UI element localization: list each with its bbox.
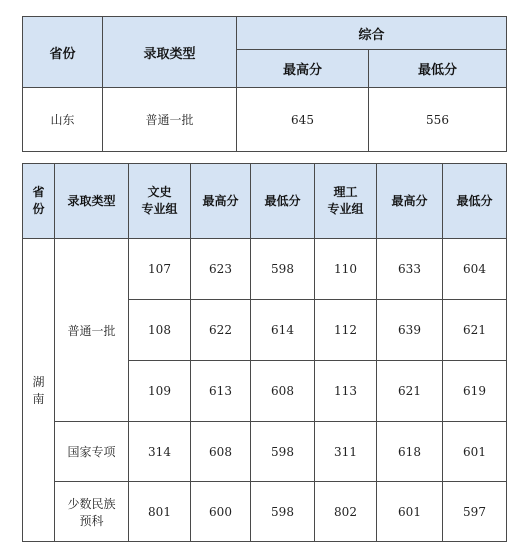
cell-value: 598	[251, 422, 315, 482]
cell-value: 801	[129, 482, 191, 542]
cell-value: 639	[377, 300, 443, 361]
cell-value: 618	[377, 422, 443, 482]
cell-min-score: 556	[369, 88, 507, 152]
header-min-score: 最低分	[369, 50, 507, 88]
cell-value: 311	[315, 422, 377, 482]
cell-value: 621	[377, 361, 443, 422]
header-max-score: 最高分	[237, 50, 369, 88]
cell-value: 109	[129, 361, 191, 422]
header-max-score-science: 最高分	[377, 164, 443, 239]
cell-value: 608	[251, 361, 315, 422]
score-table-hunan	[22, 163, 507, 542]
cell-value: 110	[315, 239, 377, 300]
cell-max-score: 645	[237, 88, 369, 152]
cell-admission-type: 少数民族 预科	[55, 482, 129, 542]
cell-value: 619	[443, 361, 507, 422]
score-table-shandong	[22, 16, 507, 152]
cell-value: 633	[377, 239, 443, 300]
table-row	[23, 482, 507, 542]
header-min-score-liberal: 最低分	[251, 164, 315, 239]
cell-admission-type: 普通一批	[103, 88, 237, 152]
cell-value: 113	[315, 361, 377, 422]
cell-value: 623	[191, 239, 251, 300]
table-row	[23, 88, 507, 152]
table-row	[23, 422, 507, 482]
cell-value: 622	[191, 300, 251, 361]
cell-value: 598	[251, 239, 315, 300]
cell-value: 601	[377, 482, 443, 542]
table-row	[23, 239, 507, 300]
header-province: 省 份	[23, 164, 55, 239]
header-admission-type: 录取类型	[55, 164, 129, 239]
cell-admission-type: 普通一批	[55, 239, 129, 422]
cell-value: 608	[191, 422, 251, 482]
cell-value: 621	[443, 300, 507, 361]
cell-value: 597	[443, 482, 507, 542]
cell-value: 108	[129, 300, 191, 361]
cell-value: 107	[129, 239, 191, 300]
cell-value: 598	[251, 482, 315, 542]
header-max-score-liberal: 最高分	[191, 164, 251, 239]
cell-value: 614	[251, 300, 315, 361]
cell-value: 601	[443, 422, 507, 482]
header-province: 省份	[23, 17, 103, 88]
cell-province: 山东	[23, 88, 103, 152]
header-admission-type: 录取类型	[103, 17, 237, 88]
header-science-group: 理工 专业组	[315, 164, 377, 239]
cell-province: 湖 南	[23, 239, 55, 542]
cell-admission-type: 国家专项	[55, 422, 129, 482]
cell-value: 604	[443, 239, 507, 300]
header-combined: 综合	[237, 17, 507, 50]
header-liberal-arts-group: 文史 专业组	[129, 164, 191, 239]
header-min-score-science: 最低分	[443, 164, 507, 239]
cell-value: 112	[315, 300, 377, 361]
cell-value: 600	[191, 482, 251, 542]
cell-value: 802	[315, 482, 377, 542]
cell-value: 613	[191, 361, 251, 422]
cell-value: 314	[129, 422, 191, 482]
